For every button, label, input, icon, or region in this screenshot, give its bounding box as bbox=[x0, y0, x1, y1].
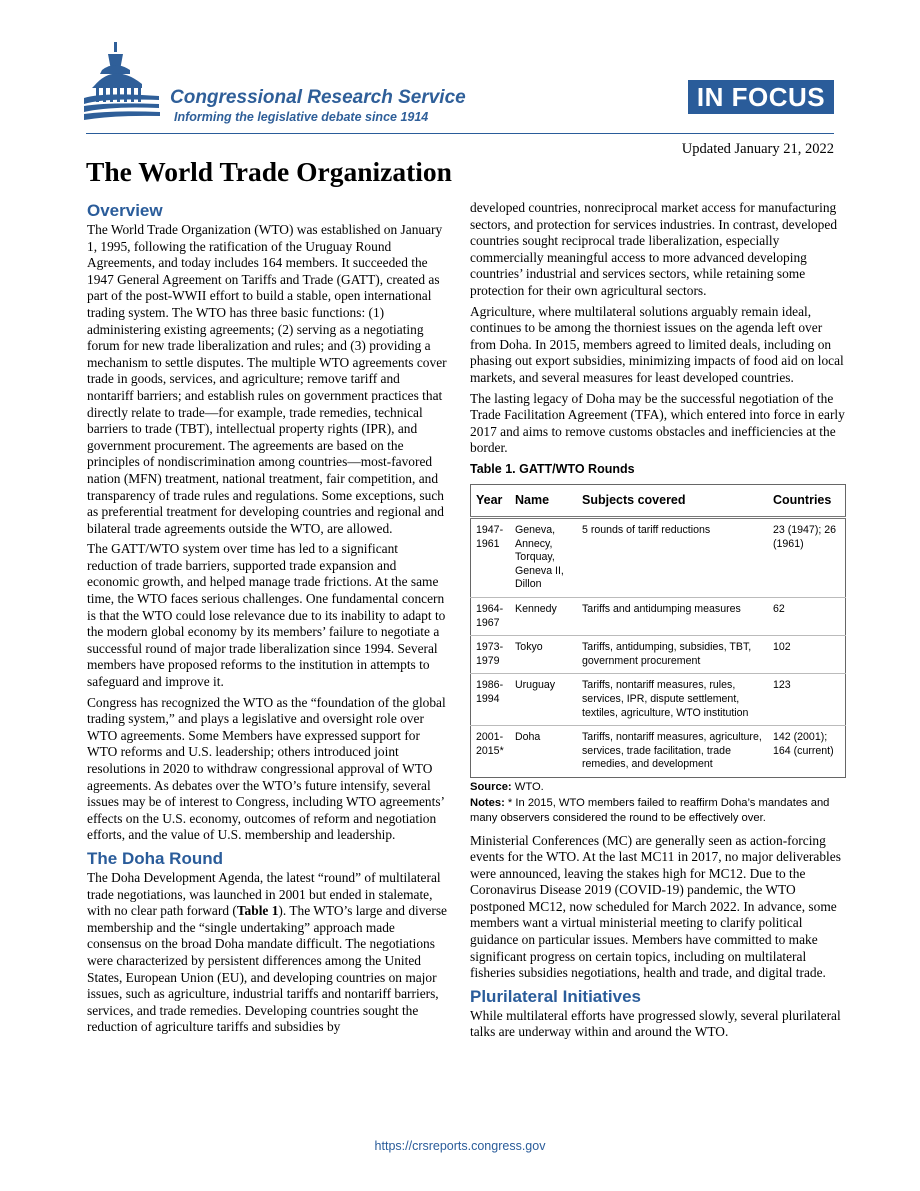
header-subjects: Subjects covered bbox=[577, 484, 768, 518]
table-row bbox=[471, 518, 846, 598]
footer-url-link[interactable]: https://crsreports.congress.gov bbox=[374, 1139, 546, 1153]
row-year bbox=[471, 636, 511, 674]
row-subjects: 5 rounds of tariff reductions bbox=[582, 524, 711, 537]
year-start: 1947- bbox=[476, 524, 504, 537]
row-subjects: Tariffs, nontariff measures, rules, services, IPR, dispute settlement, textiles, agriculture, WTO institution bbox=[577, 674, 768, 726]
source-label: Source: bbox=[470, 781, 512, 793]
year-start: 1986- bbox=[476, 679, 504, 692]
overview-paragraph-2: The GATT/WTO system over time has led to a significant reduction of trade barriers, supported trade expansion and economic growth, and helped manage trade frictions. At the same time, the WTO faces serious challenges. One fundamental concern is that the WTO could lose relevance due to its inability to adapt to the modern global economy by its members’ failure to negotiate a successful round of major trade liberalization since 1994. Several members have proposed reforms to the institution in attempts to safeguard and improve it. bbox=[87, 541, 446, 690]
table-row bbox=[471, 726, 846, 778]
org-name: Congressional Research Service bbox=[170, 87, 466, 108]
in-focus-badge: IN FOCUS bbox=[688, 80, 834, 114]
page-title: The World Trade Organization bbox=[86, 156, 452, 187]
notes-label: Notes: bbox=[470, 796, 505, 809]
table-caption: Table 1. GATT/WTO Rounds bbox=[470, 461, 635, 476]
table-source bbox=[470, 780, 846, 796]
right-column bbox=[470, 200, 846, 1045]
row-name: Tokyo bbox=[510, 636, 577, 674]
crs-logo[interactable] bbox=[84, 40, 504, 130]
capitol-dome-icon bbox=[84, 40, 164, 130]
updated-date: Updated January 21, 2022 bbox=[681, 141, 834, 157]
overview-heading: Overview bbox=[87, 201, 163, 220]
doha-paragraph-1 bbox=[87, 870, 449, 1036]
gatt-wto-rounds-table bbox=[470, 484, 846, 779]
row-countries: 23 (1947); 26 (1961) bbox=[773, 524, 837, 550]
left-column bbox=[87, 200, 449, 1040]
row-year bbox=[471, 598, 511, 636]
doha-text-end: ). The WTO’s large and diverse membership and the “single undertaking” approach made consensus on the broad Doha mandate difficult. The negotiations were characterized by persistent differences among the United States, European Union (EU), and developing countries on major issues, such as agriculture, industrial tariffs and nontariff barriers, services, and trade remedies. Developing countries sought the reduction of agriculture tariffs and subsidies by bbox=[87, 903, 447, 1035]
header-year: Year bbox=[471, 484, 511, 518]
row-subjects: Tariffs, antidumping, subsidies, TBT, government procurement bbox=[577, 636, 768, 674]
row-countries: 142 (2001); 164 (current) bbox=[768, 726, 846, 778]
table-header-row bbox=[471, 484, 846, 518]
row-countries: 62 bbox=[768, 598, 846, 636]
year-end: 2015* bbox=[476, 744, 504, 757]
row-name: Uruguay bbox=[510, 674, 577, 726]
table-footnote bbox=[470, 796, 846, 827]
tfa-paragraph: The lasting legacy of Doha may be the successful negotiation of the Trade Facilitation Agreement (TFA), which entered into force in early 2017 and aims to remove customs obstacles and inefficiencies at the border. bbox=[470, 390, 845, 456]
row-year bbox=[471, 726, 511, 778]
doha-heading: The Doha Round bbox=[87, 848, 223, 868]
plurilateral-paragraph: While multilateral efforts have progressed slowly, several plurilateral talks are underway within and around the WTO. bbox=[470, 1007, 841, 1040]
table-row bbox=[471, 674, 846, 726]
plurilateral-heading: Plurilateral Initiatives bbox=[470, 986, 642, 1006]
agriculture-paragraph: Agriculture, where multilateral solutions arguably remain ideal, continues to be among the thorniest issues on the agenda left over from Doha. In 2015, members agreed to limited deals, including on phasing out export subsidies, minimizing impacts of food aid on local markets, and several measures for least developed countries. bbox=[470, 303, 844, 385]
row-subjects: Tariffs and antidumping measures bbox=[577, 598, 768, 636]
table-notes bbox=[470, 780, 846, 827]
header-name: Name bbox=[510, 484, 577, 518]
header-countries: Countries bbox=[768, 484, 846, 518]
year-start: 2001- bbox=[476, 731, 504, 744]
year-end: 1967 bbox=[476, 616, 500, 629]
year-end: 1979 bbox=[476, 654, 500, 667]
table-row bbox=[471, 636, 846, 674]
row-name: Kennedy bbox=[510, 598, 577, 636]
year-end: 1961 bbox=[476, 537, 500, 550]
row-countries: 102 bbox=[768, 636, 846, 674]
header-rule bbox=[86, 133, 834, 134]
row-year bbox=[471, 674, 511, 726]
year-start: 1973- bbox=[476, 641, 504, 654]
overview-paragraph-1: The World Trade Organization (WTO) was established on January 1, 1995, following the ratification of the Uruguay Round Agreements, and today includes 164 members. It succeeded the 1947 General Agreement on Tariffs and Trade (GATT), created as part of the post-WWII effort to build a stable, open international trading system. The WTO has three basic functions: (1) administering existing agreements; (2) serving as a negotiating forum for new trade liberalization and rules; and (3) providing a mechanism to settle disputes. The multiple WTO agreements cover trade in goods, services, and agriculture; remove tariff and nontariff barriers; and establish rules on government practices that directly relate to trade—for example, trade remedies, technical barriers to trade (TBT), intellectual property rights (IPR), and government procurement. The agreements are based on the principles of nondiscrimination among countries—most-favored nation (MFN) treatment, national treatment, fair competition, and transparency of trade rules and regulations. Some exceptions, such as preferential treatment for developing countries and regional and bilateral trade agreements outside the WTO, are allowed. bbox=[87, 222, 447, 536]
doha-text-start: The Doha Development Agenda, the latest “round” of multilateral trade negotiations, was launched in 2001 but ended in stalemate, with no clear path forward ( bbox=[87, 869, 441, 919]
overview-paragraph-3: Congress has recognized the WTO as the “foundation of the global trading system,” and plays a legislative and oversight role over WTO agreements. Some Members have expressed support for WTO reforms and U.S. leadership; others introduced joint resolutions in 2020 to withdraw congressional approval of WTO agreements. As debates over the WTO’s future intensify, several issues may be of interest to Congress, including WTO agreements’ effects on the U.S. economy, outcomes of reform and negotiation efforts, and the value of U.S. membership and leadership. bbox=[87, 694, 446, 843]
row-name: Doha bbox=[510, 726, 577, 778]
row-subjects: Tariffs, nontariff measures, agriculture, services, trade facilitation, trade remedies, and development bbox=[577, 726, 768, 778]
source-text: WTO. bbox=[511, 781, 544, 793]
org-tagline: Informing the legislative debate since 1914 bbox=[174, 110, 429, 124]
row-year bbox=[471, 518, 511, 598]
row-countries: 123 bbox=[768, 674, 846, 726]
ministerial-paragraph: Ministerial Conferences (MC) are generally seen as action-forcing events for the WTO. At the last MC11 in 2017, no major deliverables were announced, leaving the stakes high for MC12. Due to the Coronavirus Disease 2019 (COVID-19) pandemic, the WTO postponed MC12, now scheduled for March 2022. In advance, some members want a virtual ministerial meeting to clarify political guidance on particular issues. Members have committed to make significant progress on certain topics, including on multilateral fisheries subsidies negotiations, health and trade, and digital trade. bbox=[470, 832, 841, 981]
year-end: 1994 bbox=[476, 693, 500, 706]
doha-paragraph-2: developed countries, nonreciprocal market access for manufacturing sectors, and protection for services industries. In contrast, developed countries sought reciprocal trade liberalization, especially commercially meaningful access to more advanced developing countries’ industrial and services sectors, while retaining some protection for their own agricultural sectors. bbox=[470, 200, 838, 298]
notes-text: * In 2015, WTO members failed to reaffirm Doha’s mandates and many observers considered the round to be effectively over. bbox=[470, 796, 830, 824]
table-row bbox=[471, 598, 846, 636]
year-start: 1964- bbox=[476, 603, 504, 616]
row-name: Geneva, Annecy, Torquay, Geneva II, Dillon bbox=[515, 524, 564, 591]
table-1-reference[interactable]: Table 1 bbox=[236, 903, 279, 919]
